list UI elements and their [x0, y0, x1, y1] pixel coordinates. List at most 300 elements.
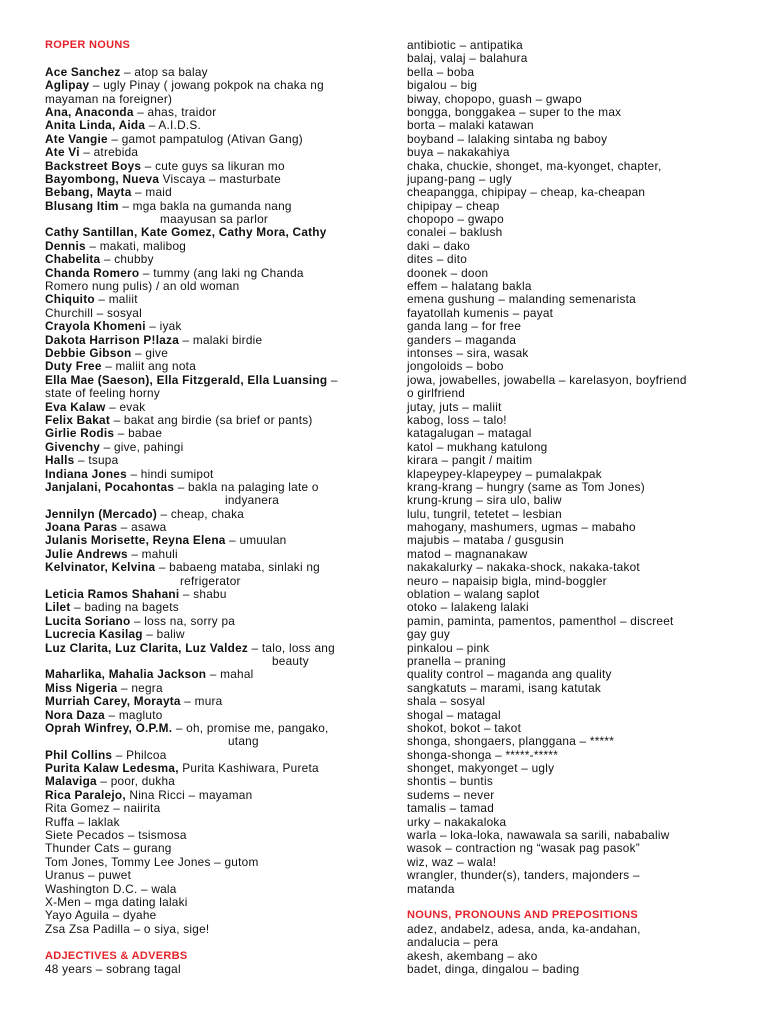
entry-definition: – magluto — [104, 707, 163, 722]
entry-definition: nakakalurky – nakaka-shock, nakaka-takot — [407, 560, 640, 575]
entry-definition: – hindi sumipot — [126, 466, 214, 481]
entry-term: Girlie Rodis — [45, 426, 115, 441]
glossary-line — [407, 494, 762, 507]
glossary-line — [407, 789, 762, 802]
glossary-line — [45, 93, 400, 106]
entry-definition: chipipay – cheap — [407, 198, 500, 213]
glossary-line — [45, 173, 400, 186]
entry-term: Oprah Winfrey, O.P.M. — [45, 720, 173, 735]
entry-term: Ate Vangie — [45, 131, 108, 146]
entry-definition: – bakat ang birdie (sa brief or pants) — [110, 412, 313, 427]
entry-definition: adez, andabelz, adesa, anda, ka-andahan, — [407, 921, 641, 936]
entry-definition: – babaeng mataba, sinlaki ng — [155, 560, 320, 575]
glossary-line — [45, 883, 400, 896]
glossary-line — [45, 414, 400, 427]
entry-definition: katagalugan – matagal — [407, 426, 532, 441]
entry-definition: mayaman na foreigner) — [45, 91, 173, 106]
glossary-line — [407, 749, 762, 762]
entry-definition: warla – loka-loka, nawawala sa sarili, nababaliw — [407, 828, 670, 843]
glossary-line — [407, 775, 762, 788]
entry-definition: – tummy (ang laki ng Chanda — [139, 265, 304, 280]
entry-term: Kelvinator, Kelvina — [45, 560, 156, 575]
glossary-line — [407, 454, 762, 467]
entry-definition: – makati, malibog — [85, 238, 187, 253]
glossary-line — [45, 615, 400, 628]
section-heading: ADJECTIVES & ADVERBS — [45, 949, 188, 962]
left-column — [45, 39, 400, 976]
entry-definition: – umuulan — [225, 533, 287, 548]
entry-term: Crayola Khomeni — [45, 319, 146, 334]
entry-term: Lilet — [45, 600, 71, 615]
glossary-line — [407, 160, 762, 173]
glossary-line — [45, 454, 400, 467]
entry-definition: jutay, juts – maliit — [407, 399, 502, 414]
entry-definition: – maliit ang nota — [101, 359, 197, 374]
entry-term: Jennilyn (Mercado) — [45, 506, 158, 521]
entry-definition: lulu, tungril, tetetet – lesbian — [407, 506, 562, 521]
entry-term: Bebang, Mayta — [45, 185, 132, 200]
entry-definition: gay guy — [407, 627, 451, 642]
glossary-line — [407, 508, 762, 521]
glossary-line — [45, 722, 400, 735]
entry-definition: Ruffa – laklak — [45, 814, 120, 829]
entry-definition: borta – malaki katawan — [407, 118, 534, 133]
glossary-line — [407, 481, 762, 494]
glossary-line — [407, 119, 762, 132]
blank-line — [407, 896, 762, 909]
entry-definition: neuro – napaisip bigla, mind-boggler — [407, 573, 607, 588]
glossary-line — [45, 374, 400, 387]
entry-definition: utang — [228, 734, 259, 749]
entry-definition: Churchill – sosyal — [45, 305, 142, 320]
entry-definition: Uranus – puwet — [45, 868, 132, 883]
glossary-line — [45, 842, 400, 855]
entry-definition: oblation – walang saplot — [407, 587, 540, 602]
entry-term: Joana Paras — [45, 520, 118, 535]
glossary-line — [407, 253, 762, 266]
glossary-line — [407, 320, 762, 333]
entry-definition: kirara – pangit / maitim — [407, 453, 533, 468]
entry-definition: – oh, promise me, pangako, — [172, 720, 329, 735]
glossary-line — [45, 427, 400, 440]
glossary-line — [407, 374, 762, 387]
glossary-line — [45, 668, 400, 681]
glossary-line — [45, 347, 400, 360]
entry-definition: sangkatuts – marami, isang katutak — [407, 680, 602, 695]
entry-definition: – ahas, traidor — [133, 104, 217, 119]
entry-term: Chiquito — [45, 292, 95, 307]
entry-definition: – cute guys sa likuran mo — [141, 158, 285, 173]
entry-term: Bayombong, Nueva — [45, 171, 160, 186]
glossary-line — [45, 307, 400, 320]
entry-definition: – negra — [117, 680, 163, 695]
entry-definition: – mahuli — [127, 546, 178, 561]
entry-definition: buya – nakakahiya — [407, 145, 510, 160]
entry-definition: shokot, bokot – takot — [407, 720, 522, 735]
glossary-line — [407, 642, 762, 655]
entry-definition: tamalis – tamad — [407, 801, 495, 816]
entry-term: Cathy Santillan, Kate Gomez, Cathy Mora, Cathy — [45, 225, 327, 240]
glossary-line — [407, 213, 762, 226]
entry-definition: – shabu — [179, 587, 227, 602]
entry-definition: intonses – sira, wasak — [407, 345, 529, 360]
entry-definition: ganders – maganda — [407, 332, 517, 347]
glossary-line — [407, 293, 762, 306]
entry-definition: conalei – baklush — [407, 225, 503, 240]
entry-term: Nora Daza — [45, 707, 105, 722]
glossary-line — [45, 909, 400, 922]
glossary-line — [407, 133, 762, 146]
entry-term: Julanis Morisette, Reyna Elena — [45, 533, 226, 548]
glossary-line — [45, 494, 400, 507]
entry-definition: akesh, akembang – ako — [407, 948, 538, 963]
entry-definition: klapeypey-klapeypey – pumalakpak — [407, 466, 602, 481]
glossary-line — [45, 762, 400, 775]
entry-definition: mahogany, mashumers, ugmas – mabaho — [407, 520, 636, 535]
entry-definition: Thunder Cats – gurang — [45, 841, 172, 856]
glossary-line — [407, 360, 762, 373]
glossary-line — [407, 548, 762, 561]
entry-definition: Nina Ricci – mayaman — [125, 787, 253, 802]
entry-term: Givenchy — [45, 439, 101, 454]
glossary-line — [407, 146, 762, 159]
glossary-line — [407, 950, 762, 963]
entry-definition: – babae — [114, 426, 163, 441]
entry-definition: – atrebida — [79, 145, 139, 160]
glossary-line — [407, 173, 762, 186]
glossary-line — [407, 427, 762, 440]
glossary-line — [407, 869, 762, 882]
entry-term: Eva Kalaw — [45, 399, 106, 414]
glossary-line — [407, 401, 762, 414]
entry-definition: – maid — [131, 185, 172, 200]
glossary-line — [407, 186, 762, 199]
glossary-line — [45, 293, 400, 306]
entry-definition: pranella – praning — [407, 653, 506, 668]
glossary-line — [45, 253, 400, 266]
glossary-line — [407, 762, 762, 775]
entry-definition: – gamot pampatulog (Ativan Gang) — [107, 131, 303, 146]
entry-definition: beauty — [272, 653, 309, 668]
glossary-line — [45, 749, 400, 762]
section-heading: NOUNS, PRONOUNS AND PREPOSITIONS — [407, 909, 639, 922]
entry-definition: katol – mukhang katulong — [407, 439, 548, 454]
glossary-line — [407, 534, 762, 547]
entry-term: Aglipay — [45, 78, 90, 93]
entry-definition: krang-krang – hungry (same as Tom Jones) — [407, 479, 645, 494]
glossary-line — [407, 521, 762, 534]
glossary-line — [45, 561, 400, 574]
entry-term: Maharlika, Mahalia Jackson — [45, 667, 207, 682]
entry-definition: wasok – contraction ng “wasak pag pasok” — [407, 841, 640, 856]
entry-term: Halls — [45, 453, 75, 468]
glossary-line — [45, 534, 400, 547]
entry-definition: matanda — [407, 881, 455, 896]
entry-definition: – asawa — [117, 520, 167, 535]
entry-definition: chaka, chuckie, shonget, ma-kyonget, chapter, — [407, 158, 662, 173]
glossary-line — [45, 481, 400, 494]
entry-definition: maayusan sa parlor — [160, 212, 269, 227]
entry-definition: balaj, valaj – balahura — [407, 51, 528, 66]
blank-line — [45, 52, 400, 65]
glossary-line — [407, 280, 762, 293]
entry-definition: Tom Jones, Tommy Lee Jones – gutom — [45, 854, 259, 869]
entry-definition: – ugly Pinay ( jowang pokpok na chaka ng — [89, 78, 324, 93]
entry-definition: cheapangga, chipipay – cheap, ka-cheapan — [407, 185, 646, 200]
glossary-line — [407, 52, 762, 65]
entry-definition: dites – dito — [407, 252, 468, 267]
glossary-line — [407, 66, 762, 79]
glossary-line — [45, 200, 400, 213]
entry-term: Janjalani, Pocahontas — [45, 479, 175, 494]
entry-definition: effem – halatang bakla — [407, 279, 532, 294]
glossary-line — [45, 775, 400, 788]
entry-definition: – malaki birdie — [179, 332, 263, 347]
glossary-line — [407, 588, 762, 601]
entry-term: Debbie Gibson — [45, 345, 132, 360]
glossary-line — [407, 267, 762, 280]
glossary-line — [45, 963, 400, 976]
entry-term: Duty Free — [45, 359, 102, 374]
glossary-line — [407, 468, 762, 481]
glossary-line — [407, 963, 762, 976]
entry-definition: wrangler, thunder(s), tanders, majonders – — [407, 868, 640, 883]
entry-definition: – bading na bagets — [70, 600, 179, 615]
entry-definition: bongga, bonggakea – super to the max — [407, 104, 622, 119]
glossary-line — [45, 106, 400, 119]
glossary-line — [407, 655, 762, 668]
glossary-line — [45, 601, 400, 614]
entry-definition: – mura — [180, 694, 223, 709]
glossary-line — [407, 883, 762, 896]
glossary-line — [407, 722, 762, 735]
entry-definition: – poor, dukha — [96, 774, 176, 789]
glossary-line — [407, 802, 762, 815]
entry-definition: – A.I.D.S. — [145, 118, 202, 133]
entry-term: Miss Nigeria — [45, 680, 118, 695]
entry-definition: – give, pahingi — [100, 439, 184, 454]
entry-term: Dennis — [45, 238, 86, 253]
entry-definition: wiz, waz – wala! — [407, 854, 497, 869]
glossary-line — [407, 334, 762, 347]
glossary-line — [407, 93, 762, 106]
entry-definition: sudems – never — [407, 787, 495, 802]
glossary-line — [45, 441, 400, 454]
entry-term: Phil Collins — [45, 747, 113, 762]
entry-definition: – — [327, 372, 338, 387]
glossary-line — [45, 575, 400, 588]
entry-definition: kabog, loss – talo! — [407, 412, 507, 427]
glossary-line — [407, 200, 762, 213]
entry-term: Murriah Carey, Morayta — [45, 694, 181, 709]
glossary-line — [45, 628, 400, 641]
glossary-line — [407, 307, 762, 320]
glossary-line — [45, 548, 400, 561]
entry-term: Indiana Jones — [45, 466, 127, 481]
entry-definition: fayatollah kumenis – payat — [407, 305, 554, 320]
glossary-line — [45, 360, 400, 373]
entry-definition: shonga, shongaers, planggana – ***** — [407, 734, 615, 749]
glossary-line — [45, 267, 400, 280]
glossary-line — [45, 213, 400, 226]
entry-definition: biway, chopopo, guash – gwapo — [407, 91, 582, 106]
entry-definition: pinkalou – pink — [407, 640, 490, 655]
glossary-line — [45, 468, 400, 481]
entry-term: Anita Linda, Aida — [45, 118, 146, 133]
entry-definition: – baliw — [142, 627, 185, 642]
entry-definition: X-Men – mga dating lalaki — [45, 895, 188, 909]
entry-definition: Purita Kashiwara, Pureta — [178, 761, 319, 776]
entry-term: Blusang Itim — [45, 198, 119, 213]
glossary-line — [45, 133, 400, 146]
entry-term: Chanda Romero — [45, 265, 140, 280]
entry-definition: Zsa Zsa Padilla – o siya, sige! — [45, 921, 210, 936]
glossary-line — [45, 923, 400, 936]
entry-term: Lucrecia Kasilag — [45, 627, 143, 642]
glossary-line — [45, 280, 400, 293]
entry-definition: andalucia – pera — [407, 935, 499, 950]
entry-definition: pamin, paminta, pamentos, pamenthol – discreet — [407, 613, 674, 628]
glossary-line — [45, 695, 400, 708]
glossary-line — [45, 240, 400, 253]
entry-definition: krung-krung – sira ulo, baliw — [407, 493, 562, 508]
entry-definition: – give — [131, 345, 169, 360]
entry-definition: emena gushung – malanding semenarista — [407, 292, 636, 307]
right-column — [407, 39, 762, 976]
entry-definition: – loss na, sorry pa — [130, 613, 236, 628]
entry-definition: otoko – lalakeng lalaki — [407, 600, 529, 615]
entry-term: Ella Mae (Saeson), Ella Fitzgerald, Ella Luansing — [45, 372, 328, 387]
glossary-line — [407, 709, 762, 722]
entry-definition: Siete Pecados – tsismosa — [45, 828, 187, 843]
glossary-line — [407, 816, 762, 829]
entry-definition: – mahal — [206, 667, 254, 682]
entry-definition: Rita Gomez – naiirita — [45, 801, 161, 816]
entry-definition: jupang-pang – ugly — [407, 171, 512, 186]
entry-definition: – bakla na palaging late o — [174, 479, 319, 494]
entry-definition: jowa, jowabelles, jowabella – karelasyon, boyfriend — [407, 372, 687, 387]
glossary-line — [45, 226, 400, 239]
glossary-line — [45, 802, 400, 815]
glossary-line — [45, 789, 400, 802]
glossary-line — [407, 856, 762, 869]
entry-definition: – tsupa — [74, 453, 119, 468]
glossary-line — [45, 642, 400, 655]
entry-definition: shala – sosyal — [407, 694, 486, 709]
glossary-line — [407, 682, 762, 695]
entry-definition: shonget, makyonget – ugly — [407, 761, 555, 776]
glossary-line — [45, 655, 400, 668]
glossary-line — [45, 79, 400, 92]
glossary-line — [45, 588, 400, 601]
glossary-line — [45, 682, 400, 695]
entry-definition: bella – boba — [407, 64, 475, 79]
entry-definition: shonga-shonga – *****-***** — [407, 747, 559, 762]
entry-definition: boyband – lalaking sintaba ng baboy — [407, 131, 608, 146]
glossary-line — [45, 521, 400, 534]
entry-definition: – Philcoa — [112, 747, 167, 762]
entry-term: Lucita Soriano — [45, 613, 131, 628]
glossary-line — [45, 320, 400, 333]
entry-definition: urky – nakakaloka — [407, 814, 507, 829]
glossary-line — [407, 79, 762, 92]
glossary-line — [45, 856, 400, 869]
entry-term: Purita Kalaw Ledesma, — [45, 761, 179, 776]
glossary-line — [45, 160, 400, 173]
entry-definition: indyanera — [225, 493, 280, 508]
entry-term: Rica Paralejo, — [45, 787, 126, 802]
section-heading: ROPER NOUNS — [45, 39, 131, 51]
entry-definition: – talo, loss ang — [248, 640, 335, 655]
glossary-line — [407, 668, 762, 681]
glossary-line — [45, 709, 400, 722]
entry-definition: – iyak — [145, 319, 182, 334]
glossary-line — [407, 615, 762, 628]
glossary-line — [407, 347, 762, 360]
glossary-line — [407, 575, 762, 588]
glossary-line — [407, 842, 762, 855]
entry-term: Ate Vi — [45, 145, 80, 160]
glossary-line — [407, 441, 762, 454]
entry-definition: Washington D.C. – wala — [45, 881, 177, 896]
glossary-line — [407, 226, 762, 239]
entry-definition: – mga bakla na gumanda nang — [118, 198, 292, 213]
glossary-line — [45, 508, 400, 521]
entry-term: Julie Andrews — [45, 546, 128, 561]
glossary-line — [45, 387, 400, 400]
glossary-line — [45, 119, 400, 132]
glossary-line — [407, 735, 762, 748]
blank-line — [45, 936, 400, 949]
entry-definition: – cheap, chaka — [157, 506, 245, 521]
entry-term: Felix Bakat — [45, 412, 111, 427]
entry-term: Ace Sanchez — [45, 64, 121, 79]
entry-term: Leticia Ramos Shahani — [45, 587, 180, 602]
entry-definition: Romero nung pulis) / an old woman — [45, 279, 240, 294]
entry-definition: shogal – matagal — [407, 707, 501, 722]
entry-definition: doonek – doon — [407, 265, 489, 280]
glossary-line — [407, 601, 762, 614]
entry-definition: Yayo Aguila – dyahe — [45, 908, 157, 923]
entry-definition: – evak — [105, 399, 146, 414]
entry-definition: state of feeling horny — [45, 386, 161, 401]
entry-definition: jongoloids – bobo — [407, 359, 504, 374]
glossary-line — [407, 695, 762, 708]
entry-definition: o girlfriend — [407, 386, 466, 401]
glossary-line — [45, 735, 400, 748]
entry-definition: – maliit — [94, 292, 138, 307]
entry-definition: refrigerator — [180, 573, 241, 588]
glossary-line — [45, 869, 400, 882]
glossary-line — [407, 628, 762, 641]
entry-definition: quality control – maganda ang quality — [407, 667, 612, 682]
glossary-line — [407, 561, 762, 574]
entry-definition: chopopo – gwapo — [407, 212, 504, 227]
entry-definition: – atop sa balay — [120, 64, 208, 79]
entry-definition: 48 years – sobrang tagal — [45, 961, 181, 976]
glossary-line — [45, 829, 400, 842]
entry-term: Luz Clarita, Luz Clarita, Luz Valdez — [45, 640, 249, 655]
entry-term: Dakota Harrison P!laza — [45, 332, 179, 347]
entry-definition: badet, dinga, dingalou – bading — [407, 961, 580, 976]
glossary-line — [45, 816, 400, 829]
entry-definition: bigalou – big — [407, 78, 478, 93]
glossary-line — [407, 829, 762, 842]
glossary-line — [45, 896, 400, 909]
entry-definition: Viscaya – masturbate — [159, 171, 281, 186]
entry-term: Chabelita — [45, 252, 101, 267]
entry-definition: matod – magnanakaw — [407, 546, 528, 561]
